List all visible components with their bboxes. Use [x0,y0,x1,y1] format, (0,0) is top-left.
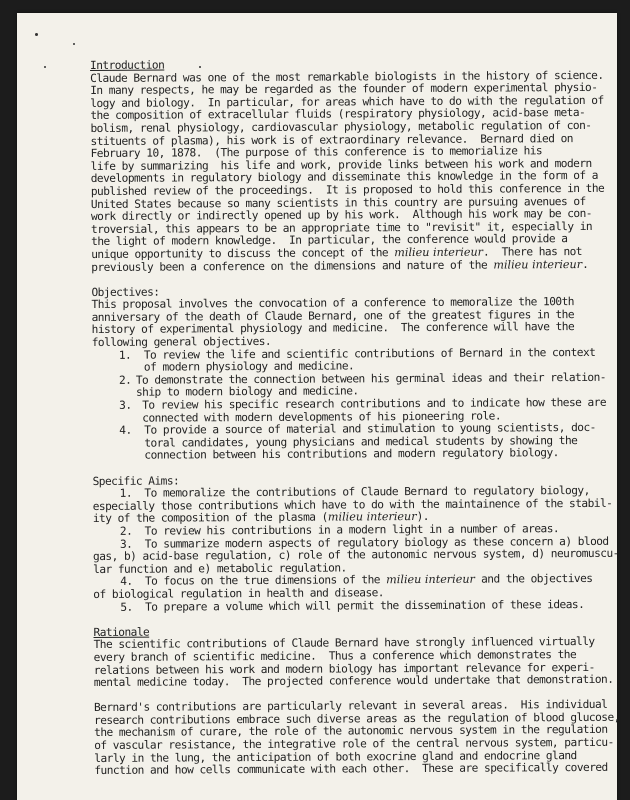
aims-line: 2. To review his contributions in a modern light in a number of areas. [119,522,560,538]
aims-line: lar function and e) metabolic regulation. [93,561,347,576]
aims-line: gas, b) acid-base regulation, c) role of the autonomic nervous system, d) neuromuscu- [92,546,619,564]
document-body [89,57,620,778]
milieu-interieur-term: milieu interieur [493,257,583,272]
objective-line: connection between his contributions and modern regulatory biology. [144,446,559,463]
objective-line: connected with modern developments of his pioneering role. [142,409,502,425]
objective-number: 4. [119,423,132,438]
objective-line: To review the life and scientific contributions of Bernard in the context [143,345,596,362]
rationale-line: relations between his work and modern biology has important relevance for experi- [93,660,595,677]
aims-line: of biological regulation in health and disease. [93,586,385,601]
rationale-line: every branch of scientific medicine. Thus a conference which demonstrates the [93,647,577,664]
section-heading-specific-aims: Specific Aims: [92,474,180,488]
aims-text: ). [416,510,430,524]
milieu-interieur-term: milieu interieur [327,510,417,524]
aims-text: ity of the composition of the plasma ( [92,510,328,526]
intro-line: work directly or indirectly opened up by his work. Although his work may be con- [90,207,593,224]
objective-line: To provide a source of material and stimulation to young scientists, doc- [144,421,596,437]
rationale-line: function and how cells communicate with each other. These are specifically covered [94,761,608,778]
intro-line: bolism, renal physiology, cardiovascular physiology, metabolic regulation of con- [90,118,592,135]
intro-line: published review of the proceedings. It is proposed to hold this conference in the [90,181,605,198]
objective-line: toral candidates, young physicians and medical students by showing the [144,433,578,450]
objectives-line: anniversary of the death of Claude Bernard, one of the greatest figures in the [91,307,575,324]
document-page [17,13,620,800]
objective-line: To demonstrate the connection between his germinal ideas and their relation- [135,370,606,387]
intro-line: stituents of plasma), his work is of extraordinary relevance. Bernard died on [90,131,573,148]
aims-text: 4. To focus on the true dimensions of the [120,573,387,589]
intro-line: the light of modern knowledge. In particular, the conference would provide a [91,232,568,249]
milieu-interieur-term: milieu interieur [386,573,475,587]
intro-text: . [582,257,589,271]
aims-text: and the objectives [474,572,593,587]
aims-line: 5. To prepare a volume which will permit the dissemination of these ideas. [120,597,585,614]
rationale-line: the mechanism of curare, the role of the autonomic nervous system in the regulation [94,723,608,740]
rationale-line: mental medicine today. The projected conference would undertake that demonstration. [93,672,614,690]
objective-item [92,422,606,463]
aims-line: especially those contributions which have to do with the maintainence of the stabil- [92,496,613,513]
objectives-line: following general objectives. [91,334,272,350]
rationale-line: Bernard's contributions are particularly relevant in several areas. His individual [93,698,608,715]
section-heading-rationale: Rationale [93,625,150,639]
objective-line: To review his specific research contributions and to indicate how these are [142,395,607,412]
intro-line: United States because so many scientists in this country are pursuing avenues of [90,194,586,211]
aims-line: 3. To summarize modern aspects of regulatory biology as these concern a) blood [119,534,609,551]
milieu-interieur-term: milieu interieur [394,245,484,260]
section-heading-introduction: Introduction [89,58,165,72]
intro-line: February 10, 1878. (The purpose of this conference is to memorialize his [90,144,543,161]
intro-text: previously been a conference on the dimensions and nature of the [91,258,494,274]
intro-line: logy and biology. In particular, for areas which have to do with the regulation of [90,93,604,110]
objective-number: 3. [119,398,132,412]
rationale-line: research contributions embrace such diverse areas as the regulation of blood glucose, [93,710,620,727]
intro-line: troversial, this appears to be an appropriate time to "revisit" it, especially in [90,219,593,236]
intro-line: life by summarizing his life and work, provide links between his work and modern [90,156,592,173]
intro-text: unique opportunity to discuss the concept of the [91,246,395,261]
objectives-line: history of experimental physiology and medicine. The conference will have the [91,320,575,337]
section-heading-objectives: Objectives: [91,285,160,299]
intro-line: In many respects, he may be regarded as the founder of modern experimental physio- [90,81,598,98]
speck-2 [44,66,46,68]
speck-3 [73,43,75,45]
rationale-line: larly in the lung, the anticipation of both exocrine gland and endocrine gland [94,748,577,765]
rationale-line: of vascular resistance, the integrative role of the central nervous system, particu- [94,735,614,753]
objective-number: 2. [118,373,132,387]
intro-line: developments in regulatory biology and disseminate this knowledge in the form of a [90,169,598,186]
intro-text: . There has not [482,244,583,259]
objective-number: 1. [118,348,132,362]
intro-line: the composition of extracellular fluids (respiratory physiology, acid-base meta- [90,106,586,123]
objective-line: ship to modern biology and medicine. [135,384,359,400]
intro-line: Claude Bernard was one of the most remarkable biologists in the history of science. [90,68,604,85]
objectives-line: This proposal involves the convocation of a conference to memoralize the 100th [91,295,574,312]
aims-line: 1. To memoralize the contributions of Claude Bernard to regulatory biology, [119,484,590,501]
speck-1 [35,33,38,36]
objective-line: of modern physiology and medicine. [143,359,355,374]
rationale-line: The scientific contributions of Claude Bernard have strongly influenced virtually [93,635,595,652]
